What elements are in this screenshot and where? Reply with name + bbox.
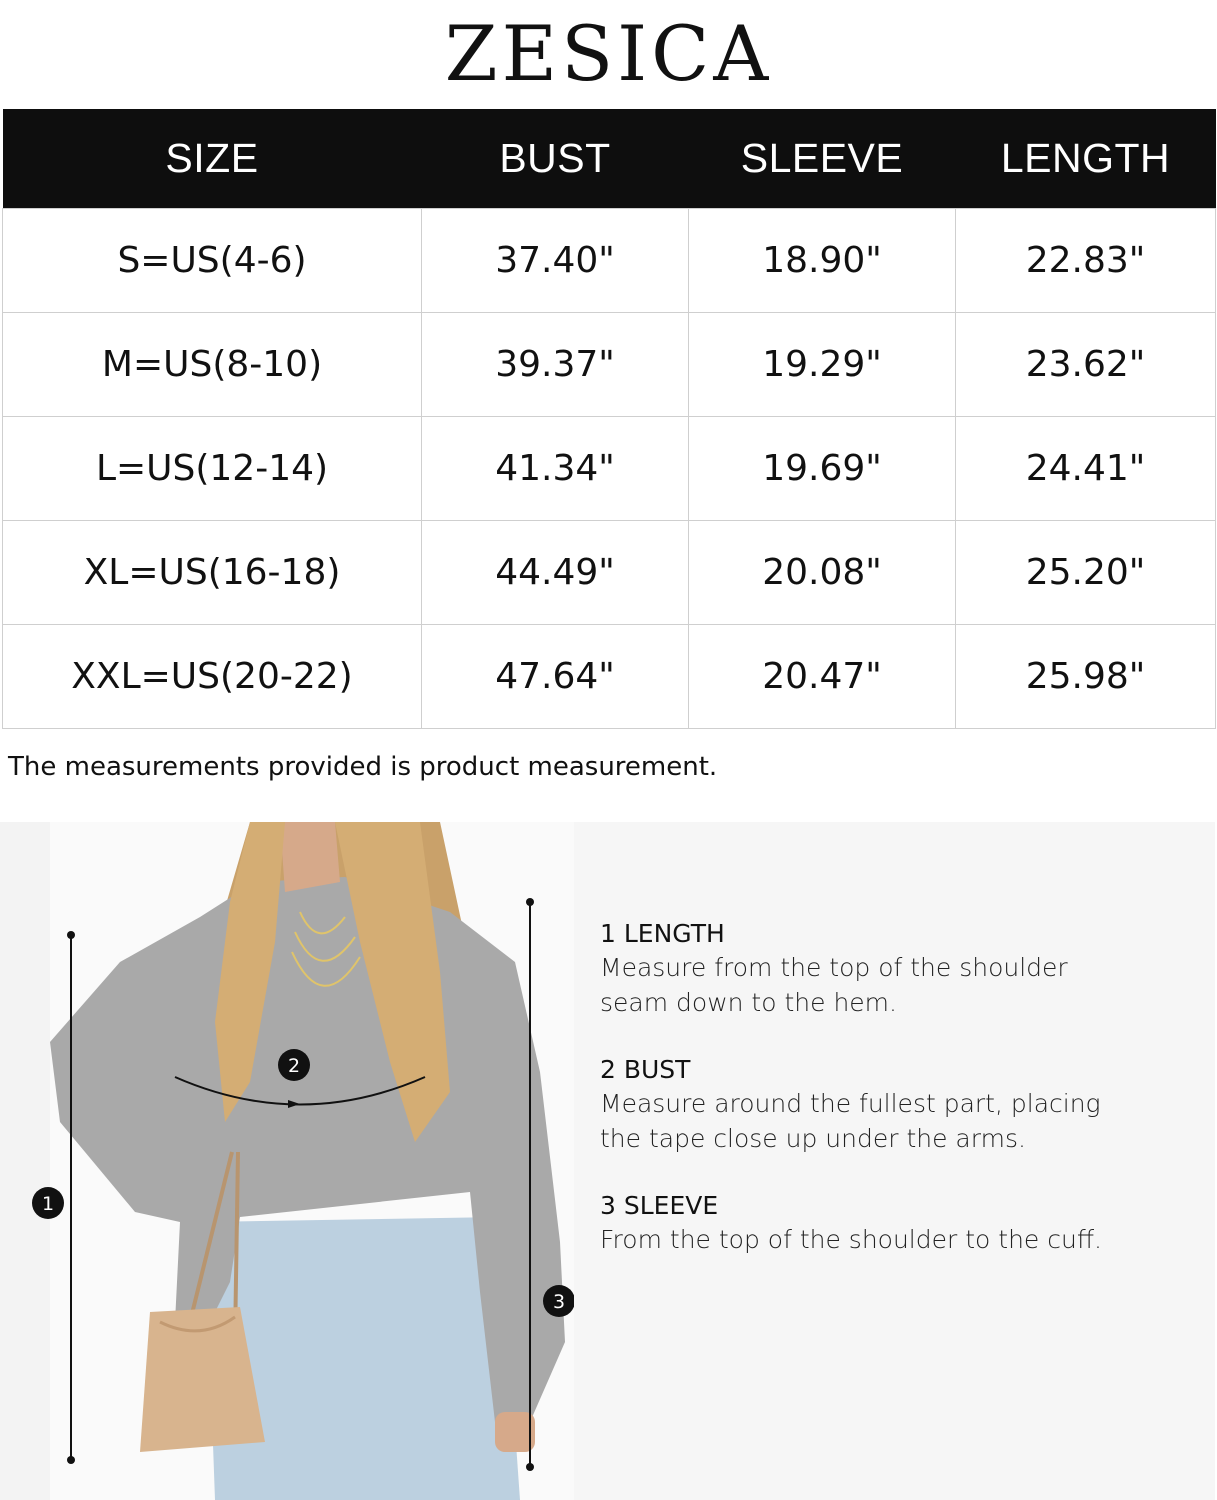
size-cell: S=US(4-6) (3, 209, 422, 313)
length-cell: 23.62" (956, 313, 1216, 417)
header-bust: BUST (422, 109, 689, 209)
size-cell: XL=US(16-18) (3, 521, 422, 625)
guide-length-title: 1 LENGTH (600, 919, 725, 948)
header-sleeve: SLEEVE (689, 109, 956, 209)
table-row (3, 625, 1216, 729)
table-row (3, 313, 1216, 417)
bust-cell: 47.64" (422, 625, 689, 729)
marker-1 (32, 1187, 64, 1219)
guide-bust-desc-line: the tape close up under the arms. (600, 1124, 1026, 1153)
table-row (3, 521, 1216, 625)
svg-text:2: 2 (287, 1055, 301, 1077)
size-cell: L=US(12-14) (3, 417, 422, 521)
header-size: SIZE (3, 109, 422, 209)
table-row (3, 417, 1216, 521)
svg-text:1: 1 (41, 1193, 55, 1215)
jeans-shape (205, 1217, 520, 1500)
length-cell: 25.20" (956, 521, 1216, 625)
neck-shape (280, 822, 340, 892)
sleeve-cell: 18.90" (689, 209, 956, 313)
guide-bust (600, 1054, 1200, 1156)
measurement-guide (574, 822, 1215, 1500)
bust-cell: 37.40" (422, 209, 689, 313)
model-photo-panel (0, 822, 574, 1500)
guide-length (600, 918, 1200, 1020)
guide-sleeve-title: 3 SLEEVE (600, 1191, 719, 1220)
marker-3 (543, 1285, 574, 1317)
sleeve-cell: 20.47" (689, 625, 956, 729)
svg-text:3: 3 (552, 1291, 566, 1313)
length-cell: 24.41" (956, 417, 1216, 521)
marker-2 (278, 1049, 310, 1081)
bust-cell: 41.34" (422, 417, 689, 521)
guide-bust-desc-line: Measure around the fullest part, placing (600, 1089, 1101, 1118)
sleeve-cell: 20.08" (689, 521, 956, 625)
measurement-note: The measurements provided is product measurement. (8, 752, 718, 782)
header-length: LENGTH (956, 109, 1216, 209)
sleeve-cell: 19.29" (689, 313, 956, 417)
guide-sleeve (600, 1190, 1200, 1257)
guide-bust-title: 2 BUST (600, 1055, 691, 1084)
sleeve-cell: 19.69" (689, 417, 956, 521)
length-cell: 22.83" (956, 209, 1216, 313)
bust-cell: 39.37" (422, 313, 689, 417)
table-header-row (3, 109, 1216, 209)
size-cell: M=US(8-10) (3, 313, 422, 417)
bust-cell: 44.49" (422, 521, 689, 625)
guide-length-desc-line: Measure from the top of the shoulder (600, 953, 1068, 982)
size-cell: XXL=US(20-22) (3, 625, 422, 729)
guide-sleeve-desc-line: From the top of the shoulder to the cuff. (600, 1225, 1103, 1254)
table-row (3, 209, 1216, 313)
brand-logo: ZESICA (444, 9, 773, 98)
guide-length-desc-line: seam down to the hem. (600, 988, 897, 1017)
length-cell: 25.98" (956, 625, 1216, 729)
size-chart-table (2, 109, 1216, 729)
model-illustration (0, 822, 574, 1500)
